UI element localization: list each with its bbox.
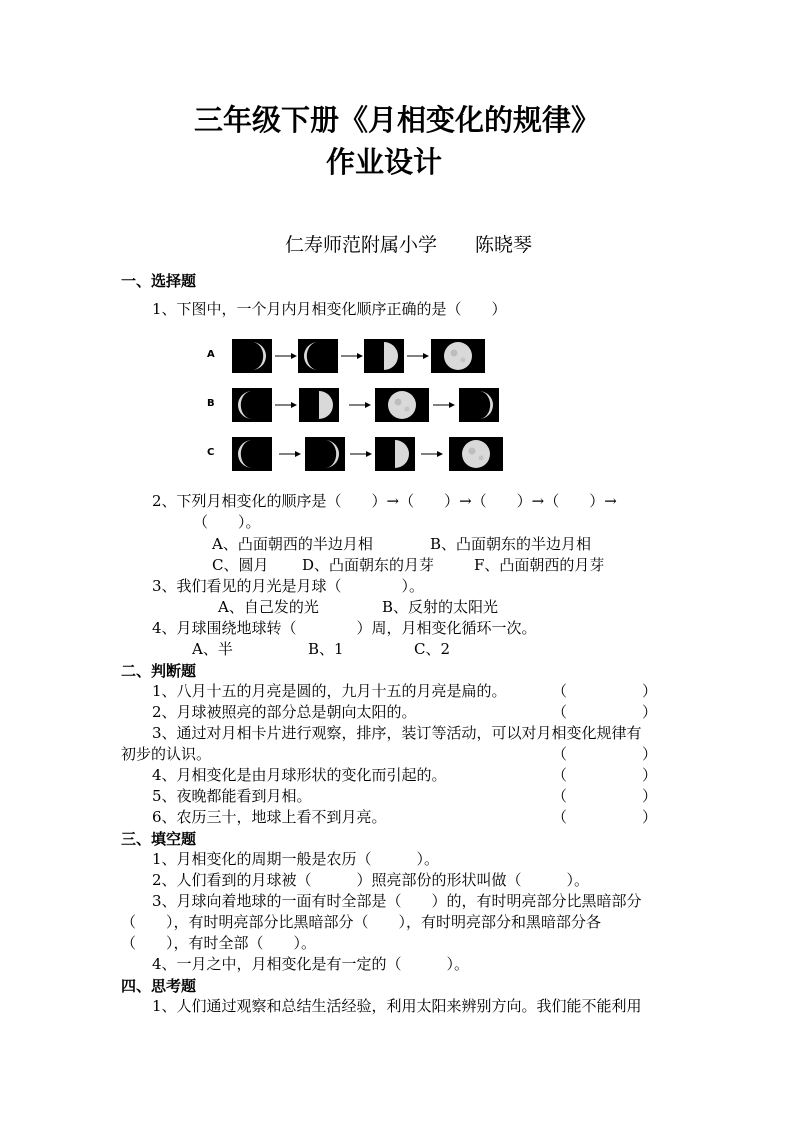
page-subtitle: 作业设计 — [326, 145, 443, 179]
choice-q1: 1、下图中，一个月内月相变化顺序正确的是（ ） — [152, 300, 507, 318]
arrow-icon — [341, 351, 363, 361]
choice-q2-opt-d: D、凸面朝东的月芽 — [302, 556, 435, 574]
moon-c2-icon — [305, 437, 345, 471]
choice-q4-opt-c: C、2 — [414, 640, 451, 658]
think-q1: 1、人们通过观察和总结生活经验，利用太阳来辨别方向。我们能不能利用 — [152, 997, 642, 1015]
judge-item-2: 2、月球被照亮的部分总是朝向太阳的。 — [152, 703, 417, 721]
moon-b4-icon — [459, 388, 499, 422]
fill-q3-line1: 3、月球向着地球的一面有时全部是（ ）的，有时明亮部分比黑暗部分 — [152, 892, 642, 910]
arrow-icon — [407, 351, 429, 361]
judge-item-1: 1、八月十五的月亮是圆的，九月十五的月亮是扁的。 — [152, 682, 507, 700]
section-heading-judge: 二、判断题 — [121, 662, 197, 680]
judge-bracket-2: （ ） — [552, 703, 658, 721]
row-label-a: A — [207, 349, 215, 360]
judge-bracket-4: （ ） — [552, 766, 658, 784]
fill-q3-line3: （ ），有时全部（ ）。 — [121, 934, 317, 952]
moon-b2-icon — [299, 388, 339, 422]
author-name: 陈晓琴 — [475, 234, 533, 256]
moon-row-b — [207, 388, 507, 424]
school-name: 仁寿师范附属小学 — [285, 234, 438, 256]
judge-item-3: 3、通过对月相卡片进行观察，排序，装订等活动，可以对月相变化规律有 — [152, 724, 642, 742]
judge-bracket-1: （ ） — [552, 682, 658, 700]
judge-bracket-5: （ ） — [552, 787, 658, 805]
choice-q2-line2: （ ）。 — [193, 513, 261, 531]
choice-q2-opt-b: B、凸面朝东的半边月相 — [430, 535, 592, 553]
choice-q2-opt-f: F、凸面朝西的月芽 — [474, 556, 605, 574]
choice-q4-opt-a: A、半 — [192, 640, 233, 658]
choice-q4-opt-b: B、1 — [308, 640, 344, 658]
section-heading-choice: 一、选择题 — [121, 272, 197, 290]
section-heading-fill: 三、填空题 — [121, 830, 197, 848]
judge-item-6: 6、农历三十，地球上看不到月亮。 — [152, 808, 387, 826]
moon-row-a — [207, 339, 507, 375]
arrow-icon — [279, 449, 301, 459]
choice-q2-line1: 2、下列月相变化的顺序是（ ）→（ ）→（ ）→（ ）→ — [152, 492, 617, 510]
moon-c1-icon — [232, 437, 272, 471]
page-title: 三年级下册《月相变化的规律》 — [193, 103, 600, 137]
arrow-icon — [275, 351, 297, 361]
choice-q3: 3、我们看见的月光是月球（ ）。 — [152, 577, 425, 595]
moon-b1-icon — [232, 388, 272, 422]
fill-q3-line2: （ ），有时明亮部分比黑暗部分（ ），有时明亮部分和黑暗部分各 — [121, 913, 602, 931]
row-label-c: C — [207, 447, 215, 458]
moon-a1-icon — [232, 339, 272, 373]
judge-item-4: 4、月相变化是由月球形状的变化而引起的。 — [152, 766, 447, 784]
moon-row-c — [207, 437, 507, 473]
arrow-icon — [350, 449, 372, 459]
arrow-icon — [421, 449, 443, 459]
moon-a2-icon — [298, 339, 338, 373]
moon-a4-icon — [431, 339, 485, 373]
moon-c3-icon — [375, 437, 415, 471]
judge-item-3-cont: 初步的认识。 — [121, 745, 212, 763]
choice-q2-opt-c: C、圆月 — [212, 556, 269, 574]
choice-q3-opt-a: A、自己发的光 — [218, 598, 319, 616]
row-label-b: B — [207, 398, 215, 409]
arrow-icon — [349, 400, 371, 410]
judge-item-5: 5、夜晚都能看到月相。 — [152, 787, 312, 805]
choice-q2-opt-a: A、凸面朝西的半边月相 — [212, 535, 373, 553]
judge-bracket-3: （ ） — [552, 745, 658, 763]
judge-bracket-6: （ ） — [552, 808, 658, 826]
choice-q3-opt-b: B、反射的太阳光 — [382, 598, 499, 616]
arrow-icon — [433, 400, 455, 410]
arrow-icon — [275, 400, 297, 410]
author-line — [285, 230, 532, 257]
choice-q4: 4、月球围绕地球转（ ）周，月相变化循环一次。 — [152, 619, 537, 637]
moon-a3-icon — [364, 339, 404, 373]
fill-q2: 2、人们看到的月球被（ ）照亮部份的形状叫做（ ）。 — [152, 871, 590, 889]
moon-c4-icon — [449, 437, 503, 471]
fill-q4: 4、一月之中，月相变化是有一定的（ ）。 — [152, 955, 470, 973]
fill-q1: 1、月相变化的周期一般是农历（ ）。 — [152, 850, 440, 868]
section-heading-think: 四、思考题 — [121, 977, 197, 995]
moon-b3-icon — [375, 388, 429, 422]
